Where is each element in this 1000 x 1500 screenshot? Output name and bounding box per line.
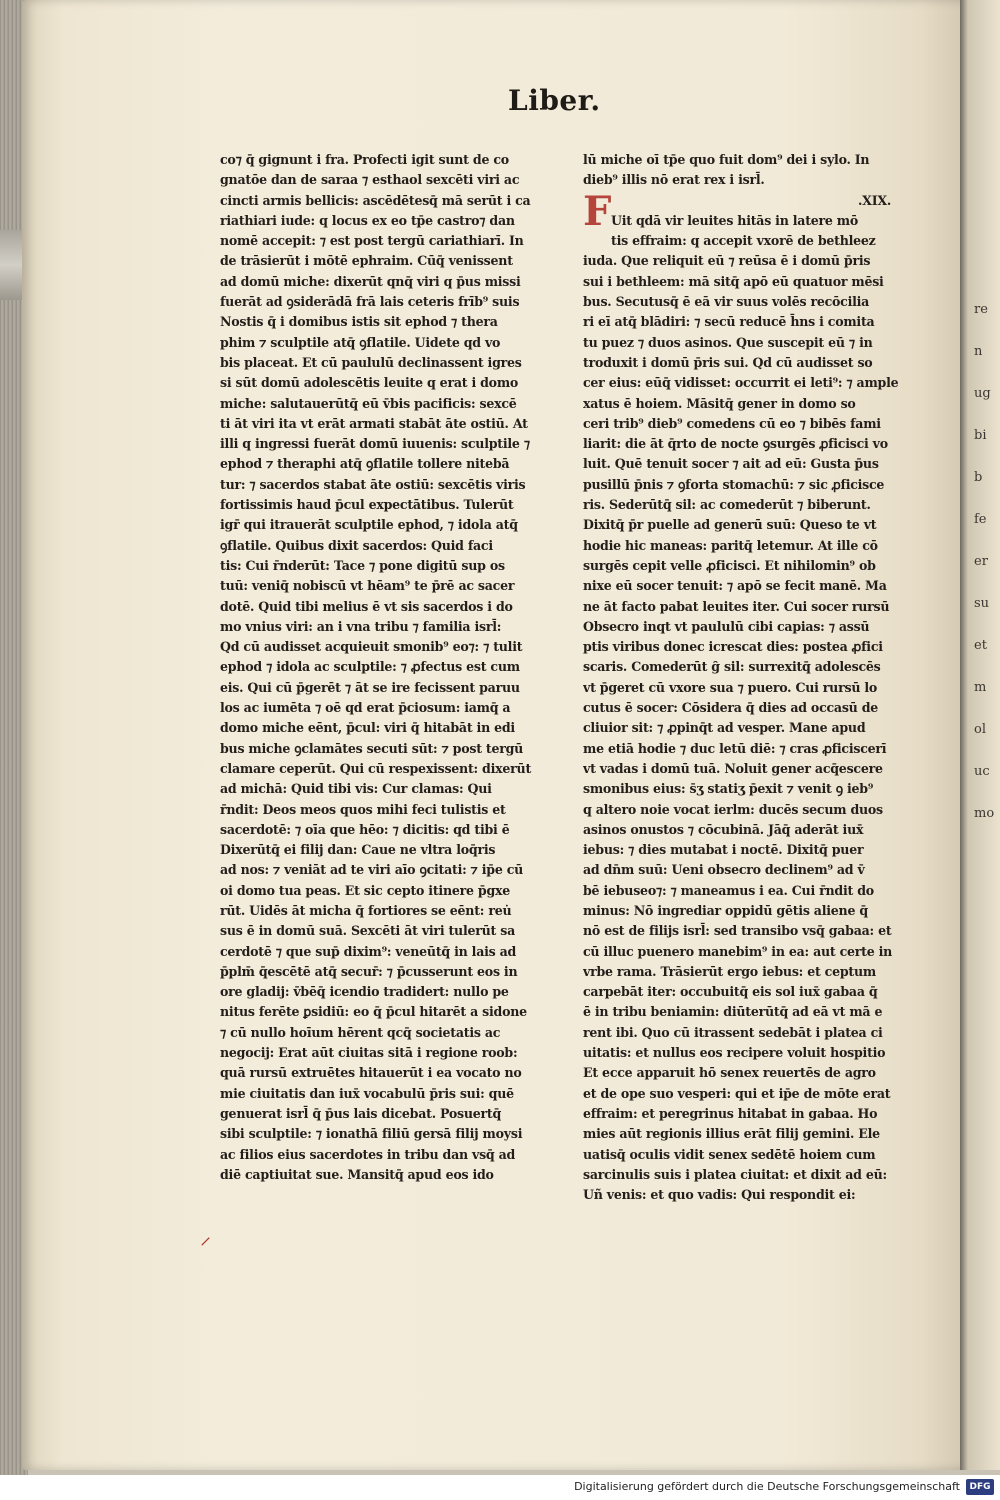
adjacent-page-fragment: et xyxy=(974,638,987,653)
text-line: ore gladij: v̄bēq̄ icendio tradidert: nullo pe xyxy=(220,984,509,1000)
text-line: effraim: et peregrinus hitabat in gabaa. Ho xyxy=(583,1105,878,1121)
text-line: cū illuc puenero manebim⁹ in ea: aut certe in xyxy=(583,943,893,959)
text-line: dieb⁹ illis nō erat rex i isrl̄. xyxy=(583,172,765,188)
text-line: tu puez ⁊ duos asinos. Que suscepit eū ⁊ in xyxy=(583,334,873,350)
text-line: bē iebuseo⁊: ⁊ maneamus i ea. Cui r̄ndit do xyxy=(583,882,874,898)
adjacent-page-fragment: er xyxy=(974,554,988,569)
text-line: uitatis: et nullus eos recipere voluit hospitio xyxy=(583,1045,886,1061)
text-line: p̄plm̄ q̄escētē atq̄ secur̄: ⁊ p̄cusserunt eos in xyxy=(220,963,518,979)
text-line: tuū: veniq̄ nobiscū vt hēam⁹ te p̄rē ac sacer xyxy=(220,578,515,594)
text-line: scaris. Comederūt g̑ sil: surrexitq̄ adolescēs xyxy=(583,659,881,675)
text-line: phim ⁊ sculptile atq̄ ꝯflatile. Uidete qd vo xyxy=(220,334,501,350)
text-line: tur: ⁊ sacerdos stabat āte ostiū: sexcētis viris xyxy=(220,476,526,492)
text-line: Uit qdā vir leuites hitās in latere mō xyxy=(611,212,859,228)
text-line: ac filios eius sacerdotes in tribu dan vsq̄ ad xyxy=(220,1146,516,1162)
text-line: me etiā hodie ⁊ duc letū diē: ⁊ cras ꝓficiscerī xyxy=(583,740,887,756)
footer-credit: Digitalisierung gefördert durch die Deutsche Forschungsgemeinschaft xyxy=(574,1480,960,1493)
text-line: ptis viribus donec icrescat dies: postea ꝓfici xyxy=(583,639,883,655)
text-line: smonibus eius: s̄ʒ statiʒ p̄exit ⁊ venit ꝯ ieb⁹ xyxy=(583,781,874,797)
text-line: ꝯflatile. Quibus dixit sacerdos: Quid faci xyxy=(220,537,493,553)
text-line: ne āt facto pabat leuites iter. Cui socer rursū xyxy=(583,598,890,614)
text-line: sibi sculptile: ⁊ ionathā filiū gersā filij moysi xyxy=(220,1126,523,1142)
text-line: sarcinulis suis i platea ciuitat: et dixit ad eū: xyxy=(583,1166,887,1182)
text-line: uatisq̄ oculis vidit senex sedētē hoiem cum xyxy=(583,1146,876,1162)
text-line: liarit: die āt q̄rto de nocte ꝯsurgēs ꝓficisci vo xyxy=(583,436,888,452)
text-line: nō est de filijs isrl̄: sed transibo vsq̄ gabaa: et xyxy=(583,923,892,939)
text-line: carpebāt iter: occubuitq̄ eis sol iux̄ gabaa q̄ xyxy=(583,984,878,1000)
adjacent-page-fragment: b xyxy=(974,470,983,485)
text-line: ē in tribu beniamin: diūterūtq̄ ad eā vt mā e xyxy=(583,1004,883,1020)
text-line: cliuior sit: ⁊ ꝓpinq̄t ad vesper. Mane apud xyxy=(583,720,866,736)
text-line: fuerāt ad ꝯsiderādā frā lais ceteris frīb⁹ suis xyxy=(220,294,520,310)
text-line: vt p̄geret cū vxore sua ⁊ puero. Cui rursū lo xyxy=(583,679,878,695)
text-line: sacerdotē: ⁊ oīa que hēo: ⁊ dicitis: qd tibi ē xyxy=(220,821,510,837)
ink-mark-icon: ⸍ xyxy=(200,1234,212,1259)
text-line: ris. Sederūtq̄ sil: ac comederūt ⁊ biberunt. xyxy=(583,497,871,513)
text-line: co⁊ q̄ gignunt i fra. Profecti igit sunt de co xyxy=(220,152,509,167)
text-line: Qd cū audisset acquieuit smonib⁹ eo⁊: ⁊ tulit xyxy=(220,639,523,655)
text-line: los ac iumēta ⁊ oē qd erat p̄ciosum: iamq̄ a xyxy=(220,700,511,716)
text-line: r̄ndit: Deos meos quos mihi feci tulistis et xyxy=(220,801,506,817)
text-line: nomē accepit: ⁊ est post tergū cariathiarī. In xyxy=(220,233,524,249)
text-line: Dixerūtq̄ ei filij dan: Caue ne vltra loq̄ris xyxy=(220,842,496,858)
text-line: cutus ē socer: Cōsidera q̄ dies ad occasū de xyxy=(583,700,879,716)
text-line: de trāsierūt i mōtē ephraim. Cūq̄ venissent xyxy=(220,253,513,269)
text-line: ad michā: Quid tibi vis: Cur clamas: Qui xyxy=(220,781,492,797)
text-line: Dixitq̄ p̄r puelle ad generū suū: Queso te vt xyxy=(583,517,877,533)
text-line: illi q ingressi fuerāt domū iuuenis: sculptile ⁊ xyxy=(220,436,530,452)
adjacent-page-fragment: m xyxy=(974,680,987,695)
text-line: mo vnius viri: an i vna tribu ⁊ familia isrl̄: xyxy=(220,618,502,634)
text-line: gnatōe dan de saraa ⁊ esthaol sexcēti viri ac xyxy=(220,172,520,188)
adjacent-page-edge xyxy=(960,0,1000,1470)
text-line: clamare ceperūt. Qui cū respexissent: dixerūt xyxy=(220,760,532,776)
text-line: surgēs cepit velle ꝓficisci. Et nihilomin⁹ ob xyxy=(583,557,876,573)
text-line: quā rursū extruētes hitauerūt i ea vocato no xyxy=(220,1065,522,1081)
text-line: xatus ē hoiem. Māsitq̄ gener in domo so xyxy=(583,395,856,411)
text-line: lū miche oī tp̄e quo fuit dom⁹ dei i sylo. In xyxy=(583,152,870,167)
text-line: et de ope suo vesperi: qui et ip̄e de mōte erat xyxy=(583,1085,891,1101)
text-line: fortissimis haud p̄cul expectātibus. Tulerūt xyxy=(220,497,514,513)
text-line: mie ciuitatis dan iux̄ vocabulū p̄ris sui: quē xyxy=(220,1085,514,1101)
adjacent-page-fragment: ug xyxy=(974,386,991,401)
text-line: Uñ venis: et quo vadis: Qui respondit ei: xyxy=(583,1187,856,1203)
text-line: Et ecce apparuit hō senex reuertēs de agro xyxy=(583,1065,876,1081)
text-line: ceri trib⁹ dieb⁹ comedens cū eo ⁊ bibēs fami xyxy=(583,415,881,431)
text-line: tis: Cui r̄nderūt: Tace ⁊ pone digitū sup os xyxy=(220,557,505,573)
adjacent-page-fragment: n xyxy=(974,344,983,359)
text-line: iuda. Que reliquit eū ⁊ reūsa ē i domū p̄ris xyxy=(583,253,871,269)
text-line: vrbe rama. Trāsierūt ergo iebus: et ceptum xyxy=(583,963,876,979)
running-head: Liber. xyxy=(508,84,601,117)
text-line: ephod ⁊ theraphi atq̄ ꝯflatile tollere nitebā xyxy=(220,456,510,472)
text-line: Nostis q̄ i domibus istis sit ephod ⁊ thera xyxy=(220,314,498,330)
text-line: troduxit i domū p̄ris sui. Qd cū audisset so xyxy=(583,354,873,370)
digitization-footer xyxy=(0,1475,1000,1500)
text-line: ad domū miche: dixerūt qnq̄ viri q p̄us missi xyxy=(220,273,521,289)
text-line: negocij: Erat aūt ciuitas sitā i regione roob: xyxy=(220,1045,518,1061)
text-line: luit. Quē tenuit socer ⁊ ait ad eū: Gusta p̄us xyxy=(583,456,879,472)
left-text-column xyxy=(220,150,550,1185)
text-line: ri eī atq̄ blādiri: ⁊ secū reducē h̄ns i comita xyxy=(583,314,875,330)
text-line: bus miche ꝯclamātes secuti sūt: ⁊ post tergū xyxy=(220,740,524,756)
adjacent-page-fragment: su xyxy=(974,596,990,611)
text-line: si sūt domū adolescētis leuite q erat i domo xyxy=(220,375,519,391)
adjacent-page-fragment: re xyxy=(974,302,988,317)
text-line: miche: salutauerūtq̄ eū v̄bis pacificis: sexcē xyxy=(220,395,517,411)
dfg-logo: DFG xyxy=(966,1479,994,1495)
text-line: rent ibi. Quo cū itrassent sedebāt i platea ci xyxy=(583,1024,883,1040)
text-line: cer eius: eūq̄ vidisset: occurrit ei leti⁹: ⁊ ample xyxy=(583,375,899,391)
text-line: asinos onustos ⁊ cōcubinā. Jāq̄ aderāt iux̄ xyxy=(583,821,864,837)
text-line: oi domo tua peas. Et sic cepto itinere p̄gxe xyxy=(220,882,511,898)
text-line: bis placeat. Et cū paululū declinassent igres xyxy=(220,354,522,370)
chapter-number: .XIX. xyxy=(858,192,891,208)
text-line: vt vadas i domū tuā. Noluit gener acq̄escere xyxy=(583,760,883,776)
text-line: nixe eū socer tenuit: ⁊ apō se fecit manē. Ma xyxy=(583,578,887,594)
text-line: q altero noie vocat ierlm: ducēs secum duos xyxy=(583,801,883,817)
text-line: hodie hic maneas: paritq̄ letemur. At ille cō xyxy=(583,537,878,553)
text-line: ⁊ cū nullo hoīum hērent qcq̄ societatis ac xyxy=(220,1024,501,1040)
adjacent-page-fragment: uc xyxy=(974,764,990,779)
text-line: sui i bethleem: mā sitq̄ apō eū quatuor mēsi xyxy=(583,273,884,289)
text-line: nitus ferēte ꝑsidiū: eo q̄ p̄cul hitarēt a sidone xyxy=(220,1004,527,1020)
text-line: cerdotē ⁊ que sup̄ dixim⁹: veneūtq̄ in lais ad xyxy=(220,943,517,959)
text-line: minus: Nō ingrediar oppidū gētis aliene q̄ xyxy=(583,902,868,918)
text-line: diē captiuitat sue. Mansitq̄ apud eos ido xyxy=(220,1166,494,1182)
text-line: dotē. Quid tibi melius ē vt sis sacerdos i do xyxy=(220,598,513,614)
text-line: cincti armis bellicis: ascēdētesq̄ mā serūt i ca xyxy=(220,192,531,208)
text-line: bus. Secutusq̄ ē eā vir suus volēs recōcilia xyxy=(583,294,870,310)
text-line: rūt. Uidēs āt micha q̄ fortiores se eēnt: reu̇ xyxy=(220,902,512,918)
right-text-column xyxy=(583,150,913,1205)
text-line: pusillū p̄nis ⁊ ꝯforta stomachū: ⁊ sic ꝓficisce xyxy=(583,476,885,492)
text-line: tis effraim: q accepit vxorē de bethleez xyxy=(611,233,876,249)
text-line: ad nos: ⁊ veniāt ad te viri aīo ꝯcitati: ⁊ ip̄e cū xyxy=(220,862,524,878)
adjacent-page-fragment: mo xyxy=(974,806,995,821)
text-line: sus ē in domū suā. Sexcēti āt viri tulerūt sa xyxy=(220,923,516,939)
adjacent-page-fragment: fe xyxy=(974,512,987,527)
text-line: ad dn̄m suū: Ueni obsecro declinem⁹ ad v̄ xyxy=(583,862,865,878)
text-line: mies aūt regionis illius erāt filij gemini. Ele xyxy=(583,1126,880,1142)
text-line: igr̄ qui itrauerāt sculptile ephod, ⁊ idola atq̄ xyxy=(220,517,518,533)
text-line: ti āt viri ita vt erāt armati stabāt āte ostiū. At xyxy=(220,415,528,431)
adjacent-page-fragment: bi xyxy=(974,428,987,443)
adjacent-page-fragment: ol xyxy=(974,722,986,737)
text-line: genuerat isrl̄ q̄ p̄us lais dicebat. Posuertq̄ xyxy=(220,1105,502,1121)
text-line: riathiari iude: q locus ex eo tp̄e castro⁊ dan xyxy=(220,212,515,228)
text-line: iebus: ⁊ dies mutabat i noctē. Dixitq̄ puer xyxy=(583,842,864,858)
text-line: eis. Qui cū p̄gerēt ⁊ āt se ire fecissent paruu xyxy=(220,679,520,695)
rubricated-initial: F xyxy=(583,188,612,235)
text-line: domo miche eēnt, p̄cul: viri q̄ hitabāt in edi xyxy=(220,720,515,736)
text-line: ephod ⁊ idola ac sculptile: ⁊ ꝓfectus est cum xyxy=(220,659,520,675)
text-line: Obsecro inqt vt paululū cibi capias: ⁊ assū xyxy=(583,618,870,634)
